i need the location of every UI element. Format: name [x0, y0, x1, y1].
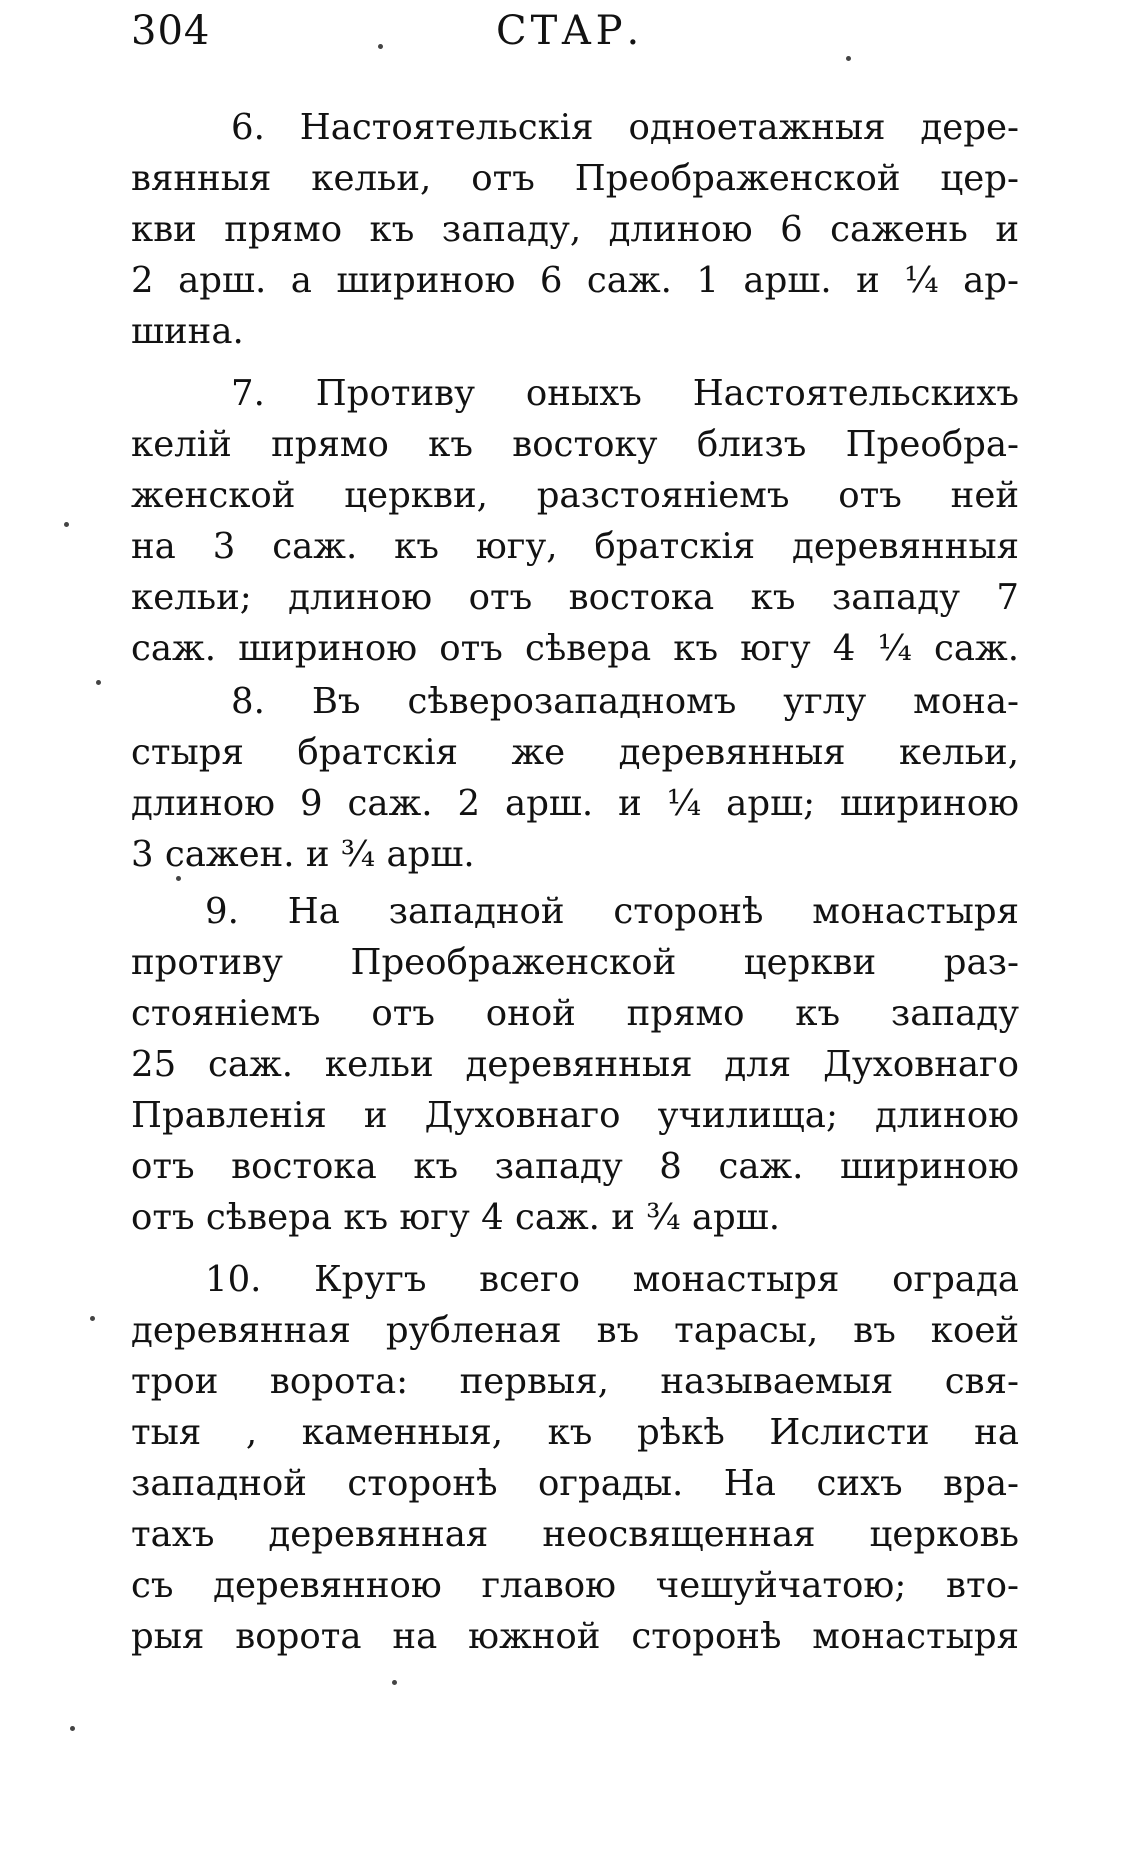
page-number: 304 [131, 8, 211, 54]
text-line: стояніемъ отъ оной прямо къ западу [131, 993, 1019, 1034]
text-line: отъ сѣвера къ югу 4 саж. и ¾ арш. [131, 1197, 781, 1238]
text-line: тыя , каменныя, къ рѣкѣ Ислисти на [131, 1412, 1019, 1453]
paragraph-7 [131, 368, 1019, 674]
text-line: 7. Противу оныхъ Настоятельскихъ [231, 373, 1019, 414]
text-line: Правленія и Духовнаго училища; длиною [131, 1095, 1019, 1136]
text-line: женской церкви, разстояніемъ отъ ней [131, 475, 1019, 516]
text-line: кви прямо къ западу, длиною 6 сажень и [131, 209, 1019, 250]
print-speck [70, 1726, 75, 1731]
text-line: рыя ворота на южной сторонѣ монастыря [131, 1616, 1019, 1657]
text-line: 3 сажен. и ¾ арш. [131, 834, 475, 875]
text-line: 25 саж. кельи деревянныя для Духовнаго [131, 1044, 1019, 1085]
text-line: на 3 саж. къ югу, братскія деревянныя [131, 526, 1019, 567]
text-line: 8. Въ сѣверозападномъ углу мона- [231, 681, 1019, 722]
text-line: вянныя кельи, отъ Преображенской цер- [131, 158, 1019, 199]
paragraph-6 [131, 102, 1019, 357]
print-speck [392, 1680, 397, 1685]
paragraph-10 [131, 1254, 1019, 1662]
text-line: 6. Настоятельскія одноетажныя дере- [231, 107, 1019, 148]
text-line: противу Преображенской церкви раз- [131, 942, 1019, 983]
print-speck [96, 680, 101, 685]
print-speck [176, 876, 181, 881]
text-line: 2 арш. а шириною 6 саж. 1 арш. и ¼ ар- [131, 260, 1019, 301]
print-speck [90, 1316, 95, 1321]
text-line: тахъ деревянная неосвященная церковь [131, 1514, 1019, 1555]
paragraph-8 [131, 676, 1019, 880]
text-line: длиною 9 саж. 2 арш. и ¼ арш; шириною [131, 783, 1019, 824]
print-speck [846, 56, 851, 61]
text-line: съ деревянною главою чешуйчатою; вто- [131, 1565, 1019, 1606]
text-line: деревянная рубленая въ тарасы, въ коей [131, 1310, 1019, 1351]
text-line: отъ востока къ западу 8 саж. шириною [131, 1146, 1019, 1187]
text-line: 10. Кругъ всего монастыря ограда [205, 1259, 1019, 1300]
text-line: саж. шириною отъ сѣвера къ югу 4 ¼ саж. [131, 628, 1019, 669]
body-text [131, 102, 1019, 1662]
text-line: западной сторонѣ ограды. На сихъ вра- [131, 1463, 1019, 1504]
print-speck [378, 44, 383, 49]
text-line: шина. [131, 311, 244, 352]
text-line: кельи; длиною отъ востока къ западу 7 [131, 577, 1019, 618]
text-line: келій прямо къ востоку близъ Преобра- [131, 424, 1019, 465]
running-head: СТАР. [496, 8, 644, 54]
print-speck [64, 522, 69, 527]
text-line: 9. На западной сторонѣ монастыря [205, 891, 1019, 932]
text-line: трои ворота: первыя, называемыя свя- [131, 1361, 1019, 1402]
paragraph-9 [131, 886, 1019, 1243]
text-line: стыря братскія же деревянныя кельи, [131, 732, 1019, 773]
